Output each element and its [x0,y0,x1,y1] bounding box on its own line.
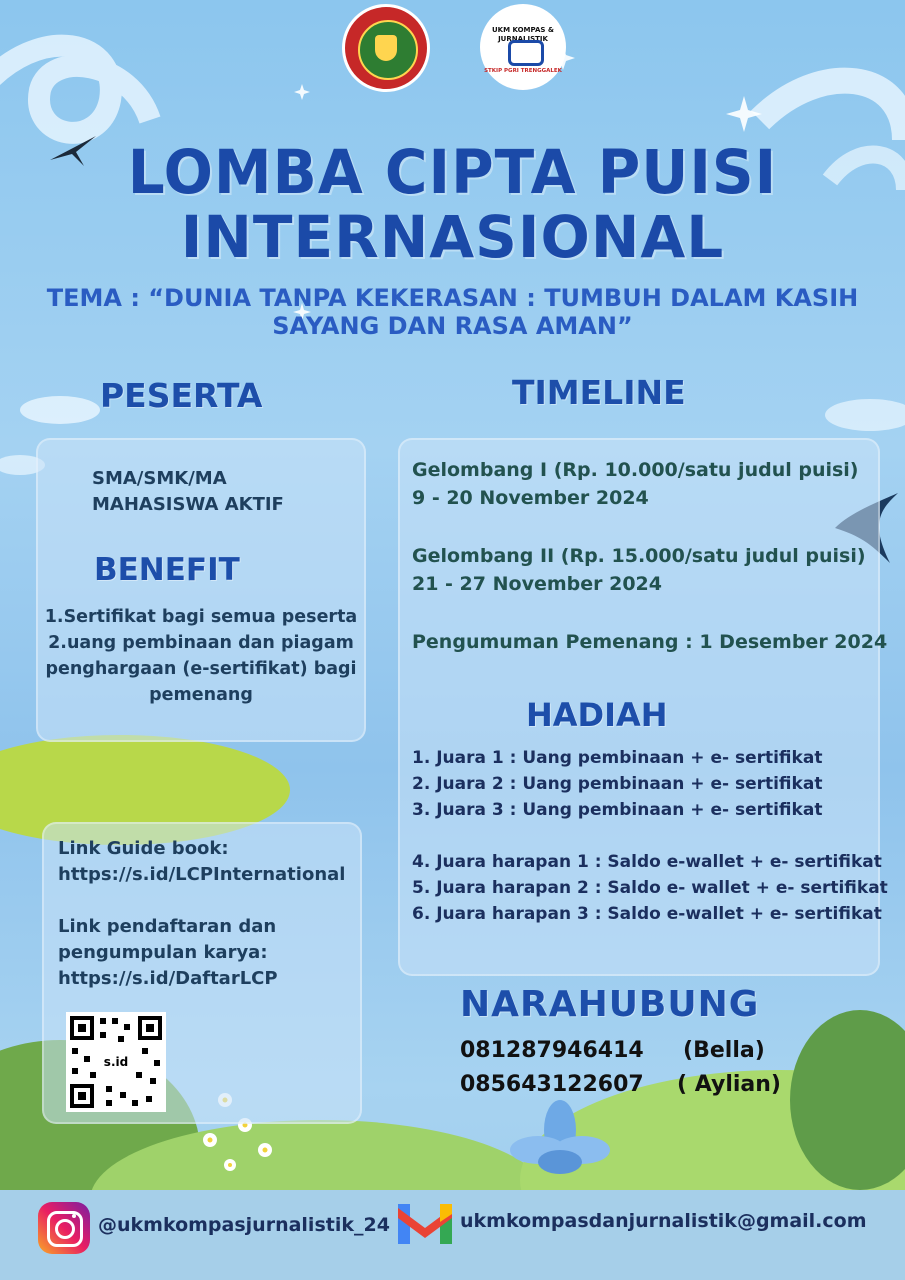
qr-label: s.id [92,1052,140,1072]
logo-text-bottom: STKIP PGRI TRENGGALEK [484,68,562,74]
gelombang1-title: Gelombang I (Rp. 10.000/satu judul puisi) [412,459,859,481]
contact-phone[interactable]: 081287946414 [460,1038,644,1063]
benefit-line: 2.uang pembinaan dan piagam [48,633,354,653]
contact-name: ( Aylian) [677,1072,781,1097]
narahubung-heading: NARAHUBUNG [460,984,760,1025]
benefit-line: penghargaan (e-sertifikat) bagi [45,659,357,679]
gmail-icon[interactable] [398,1204,452,1244]
main-title-line1: LOMBA CIPTA PUISI [127,136,778,208]
contact-row [460,1034,781,1068]
theme-line1: TEMA : “DUNIA TANPA KEKERASAN : TUMBUH DALAM KASIH [46,284,859,312]
guide-label: Link Guide book: [58,838,229,859]
contact-name: (Bella) [683,1038,765,1063]
prize-item: 5. Juara harapan 2 : Saldo e- wallet + e- sertifikat [412,878,888,898]
gelombang2-date: 21 - 27 November 2024 [412,573,662,595]
hadiah-heading: HADIAH [526,696,668,734]
logo-text-top: UKM KOMPAS & JURNALISTIK [491,26,555,43]
qr-code[interactable] [66,1012,166,1112]
email-address[interactable]: ukmkompasdanjurnalistik@gmail.com [460,1210,867,1232]
prize-item: 6. Juara harapan 3 : Saldo e-wallet + e- sertifikat [412,904,882,924]
daftar-label: Link pendaftaran dan [58,916,277,937]
gelombang1-date: 9 - 20 November 2024 [412,487,649,509]
timeline-hadiah-panel [398,438,888,976]
contact-phone[interactable]: 085643122607 [460,1072,644,1097]
peserta-item: MAHASISWA AKTIF [92,494,284,515]
peserta-benefit-panel [36,438,366,742]
theme-text [20,284,885,340]
announcement: Pengumuman Pemenang : 1 Desember 2024 [412,631,888,653]
benefit-line: 1.Sertifikat bagi semua peserta [44,607,358,627]
ukm-kompas-logo [480,4,566,90]
guide-link[interactable]: https://s.id/LCPInternational [58,864,346,885]
instagram-icon[interactable] [38,1202,90,1254]
contact-row [460,1068,781,1102]
prize-item: 1. Juara 1 : Uang pembinaan + e- sertifikat [412,748,823,768]
peserta-heading: PESERTA [100,376,263,415]
daftar-label: pengumpulan karya: [58,942,268,963]
prize-item: 4. Juara harapan 1 : Saldo e-wallet + e- sertifikat [412,852,882,872]
prize-item: 3. Juara 3 : Uang pembinaan + e- sertifikat [412,800,823,820]
theme-line2: SAYANG DAN RASA AMAN” [272,312,633,340]
contact-list [460,1034,781,1102]
peserta-item: SMA/SMK/MA [92,468,227,489]
benefit-line: pemenang [149,685,253,705]
links-panel [42,822,362,1124]
instagram-handle[interactable]: @ukmkompasjurnalistik_24 [98,1214,390,1236]
main-title-line2: INTERNASIONAL [180,203,725,271]
benefit-heading: BENEFIT [94,552,240,588]
prize-item: 2. Juara 2 : Uang pembinaan + e- sertifikat [412,774,823,794]
gelombang2-title: Gelombang II (Rp. 15.000/satu judul puisi) [412,545,866,567]
university-crest-logo [342,4,430,92]
timeline-heading: TIMELINE [512,373,686,412]
daftar-link[interactable]: https://s.id/DaftarLCP [58,968,278,989]
